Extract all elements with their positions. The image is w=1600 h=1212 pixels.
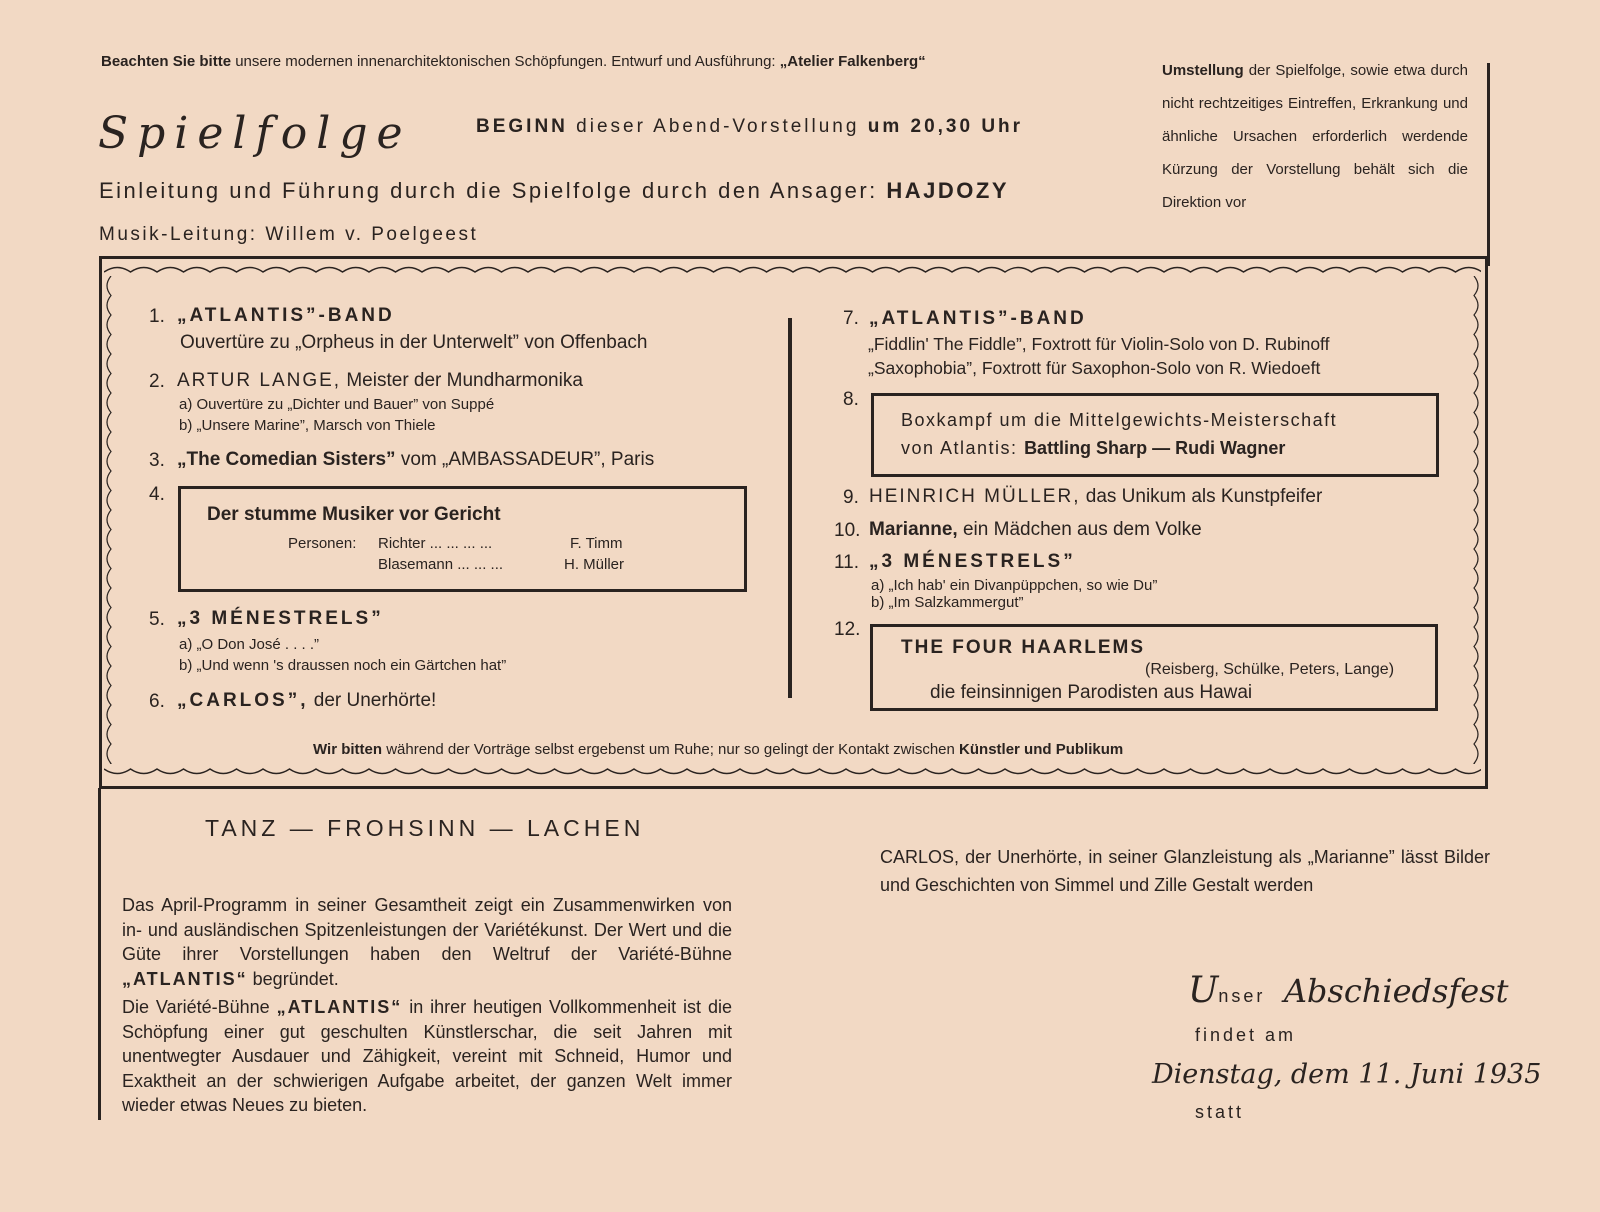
item-sub: b) „Und wenn 's draussen noch ein Gärtchen hat” [179,657,507,674]
artist-name: „CARLOS”, [177,690,309,711]
item-title: „3 MÉNESTRELS” [869,551,1076,572]
persons-label: Personen: [288,535,357,552]
item-title: „ATLANTIS”-BAND [177,305,395,326]
notice-bold: Umstellung [1162,62,1244,79]
item-title [177,370,583,392]
programme-description [122,893,732,1118]
silence-request [313,741,1123,758]
notice-body: der Spielfolge, sowie etwa durch nicht rechtzeitiges Eintreffen, Erkrankung und ähnliche Ursachen erforderlich werdende Kürzung der Vorstellung behält sich die Direktion vor [1162,62,1468,211]
item-number: 10. [834,520,861,541]
item-line: „Saxophobia”, Foxtrott für Saxophon-Solo von R. Wiedoeft [868,358,1321,378]
para2-bold: „ATLANTIS“ [276,997,403,1017]
page-title: Spielfolge [98,108,412,159]
notice-text [1162,54,1468,219]
top-note-bold: Beachten Sie bitte [101,53,232,70]
statt: statt [1195,1102,1245,1122]
item-number: 12. [834,619,861,640]
item-number: 8. [843,389,859,410]
item-title [177,449,654,471]
scallop-border-left [103,276,113,764]
artist-desc: Meister der Mundharmonika [341,370,583,391]
boxing-venue: von Atlantis: [901,438,1025,458]
item-title: THE FOUR HAARLEMS [901,637,1146,658]
scallop-border-top [104,262,1481,276]
item-sub: a) „O Don José . . . .” [179,636,320,653]
left-rule [98,788,101,1120]
boxing-line: Boxkampf um die Mittelgewichts-Meisterschaft [901,410,1338,430]
item-number: 2. [149,371,165,392]
beginn-line [476,116,1023,138]
artist-desc: der Unerhörte! [308,690,437,711]
artist-desc: vom „AMBASSADEUR”, Paris [395,449,655,470]
item-sub: b) „Unsere Marine”, Marsch von Thiele [179,417,436,434]
artist-name: Marianne, [869,519,958,540]
item-number: 4. [149,484,165,505]
artist-desc: das Unikum als Kunstpfeifer [1080,486,1323,507]
item-sub: a) „Ich hab' ein Divanpüppchen, so wie Du” [871,577,1158,594]
item-sub: a) Ouvertüre zu „Dichter und Bauer” von Suppé [179,396,495,413]
silence-bold-end: Künstler und Publikum [959,741,1124,758]
farewell-date: Dienstag, dem 11. Juni 1935 [1152,1059,1542,1090]
column-divider [788,318,792,698]
actor-name: F. Timm [570,535,623,552]
sketch-title: Der stumme Musiker vor Gericht [207,504,501,525]
item-title: „ATLANTIS”-BAND [869,308,1087,329]
item-number: 7. [843,308,859,329]
item-number: 9. [843,487,859,508]
item-title: „3 MÉNESTRELS” [177,608,384,629]
scallop-border-bottom [104,766,1481,780]
item-number: 11. [834,552,860,573]
item-line: (Reisberg, Schülke, Peters, Lange) [1145,661,1395,678]
item-line: Ouvertüre zu „Orpheus in der Unterwelt” von Offenbach [180,332,648,353]
para1-bold: „ATLANTIS“ [122,968,248,989]
item-number: 1. [149,306,165,327]
silence-bold: Wir bitten [313,741,383,758]
boxing-fighters: Battling Sharp — Rudi Wagner [1024,438,1286,458]
top-note-atelier: „Atelier Falkenberg“ [779,53,926,70]
farewell-heading [1188,970,1509,1011]
boxing-line [901,438,1285,459]
para1-text: Das April-Programm in seiner Gesamtheit zeigt ein Zusammenwirken von in- und ausländischen Spitzenleistungen der Variétékunst. Der Wert und die Güte ihrer Vorstellungen haben den Weltruf der Variété-Bühne [122,895,732,964]
description-para-2 [122,995,732,1118]
item-title [177,690,436,712]
top-note-text: unsere modernen innenarchitektonischen Schöpfungen. Entwurf und Ausführung: [231,53,780,70]
item-number: 5. [149,609,165,630]
scallop-border-right [1472,276,1482,764]
item-title [869,486,1322,508]
item-line: „Fiddlin' The Fiddle”, Foxtrott für Violin-Solo von D. Rubinoff [868,334,1330,354]
para2-text: in ihrer heutigen Vollkommenheit ist die Schöpfung einer gut geschulten Künstlerschar, die seit Jahren mit unentwegter Ausdauer und Zähigkeit, vereint mit Schneid, Humor und Exaktheit an der schwierigen Aufgabe arbeitet, der ganzen Welt immer wieder etwas Neues zu bieten. [122,997,732,1115]
boxing-box [871,393,1439,477]
item-title [869,519,1202,541]
para1-end: begründet. [247,968,339,989]
description-para-1 [122,893,732,991]
beginn-label: BEGINN [476,116,568,137]
beginn-text: dieser Abend-Vorstellung [567,116,868,137]
tanz-heading: TANZ — FROHSINN — LACHEN [205,815,645,841]
item-line: die feinsinnigen Parodisten aus Hawai [930,682,1253,703]
item-sub: b) „Im Salzkammergut” [871,594,1024,611]
farewell-word: Abschiedsfest [1283,972,1509,1010]
para2-start: Die Variété-Bühne [122,997,277,1017]
item-number: 3. [149,450,165,471]
farewell-nser: nser [1218,986,1266,1006]
artist-desc: ein Mädchen aus dem Volke [957,519,1202,540]
music-direction: Musik-Leitung: Willem v. Poelgeest [99,224,479,245]
artist-name: ARTUR LANGE, [177,370,342,391]
actor-name: H. Müller [564,556,625,573]
announcer-name: HAJDOZY [886,178,1010,203]
artist-name: HEINRICH MÜLLER, [869,486,1081,507]
notice-rule [1487,63,1490,266]
silence-text: während der Vorträge selbst ergebenst um Ruhe; nur so gelingt der Kontakt zwischen [382,741,960,758]
role-name: Blasemann ... ... ... [378,556,504,573]
intro-text: Einleitung und Führung durch die Spielfolge durch den Ansager: [99,178,887,203]
findet-am: findet am [1195,1025,1297,1045]
artist-name: „The Comedian Sisters” [177,449,396,470]
top-note [101,53,926,70]
beginn-time: um 20,30 Uhr [867,116,1024,137]
role-name: Richter ... ... ... ... [378,535,493,552]
farewell-initial: U [1188,970,1219,1011]
item-number: 6. [149,691,165,712]
carlos-note: CARLOS, der Unerhörte, in seiner Glanzleistung als „Marianne” lässt Bilder und Geschichten von Simmel und Zille Gestalt werden [880,847,1490,895]
intro-line [99,178,1009,204]
